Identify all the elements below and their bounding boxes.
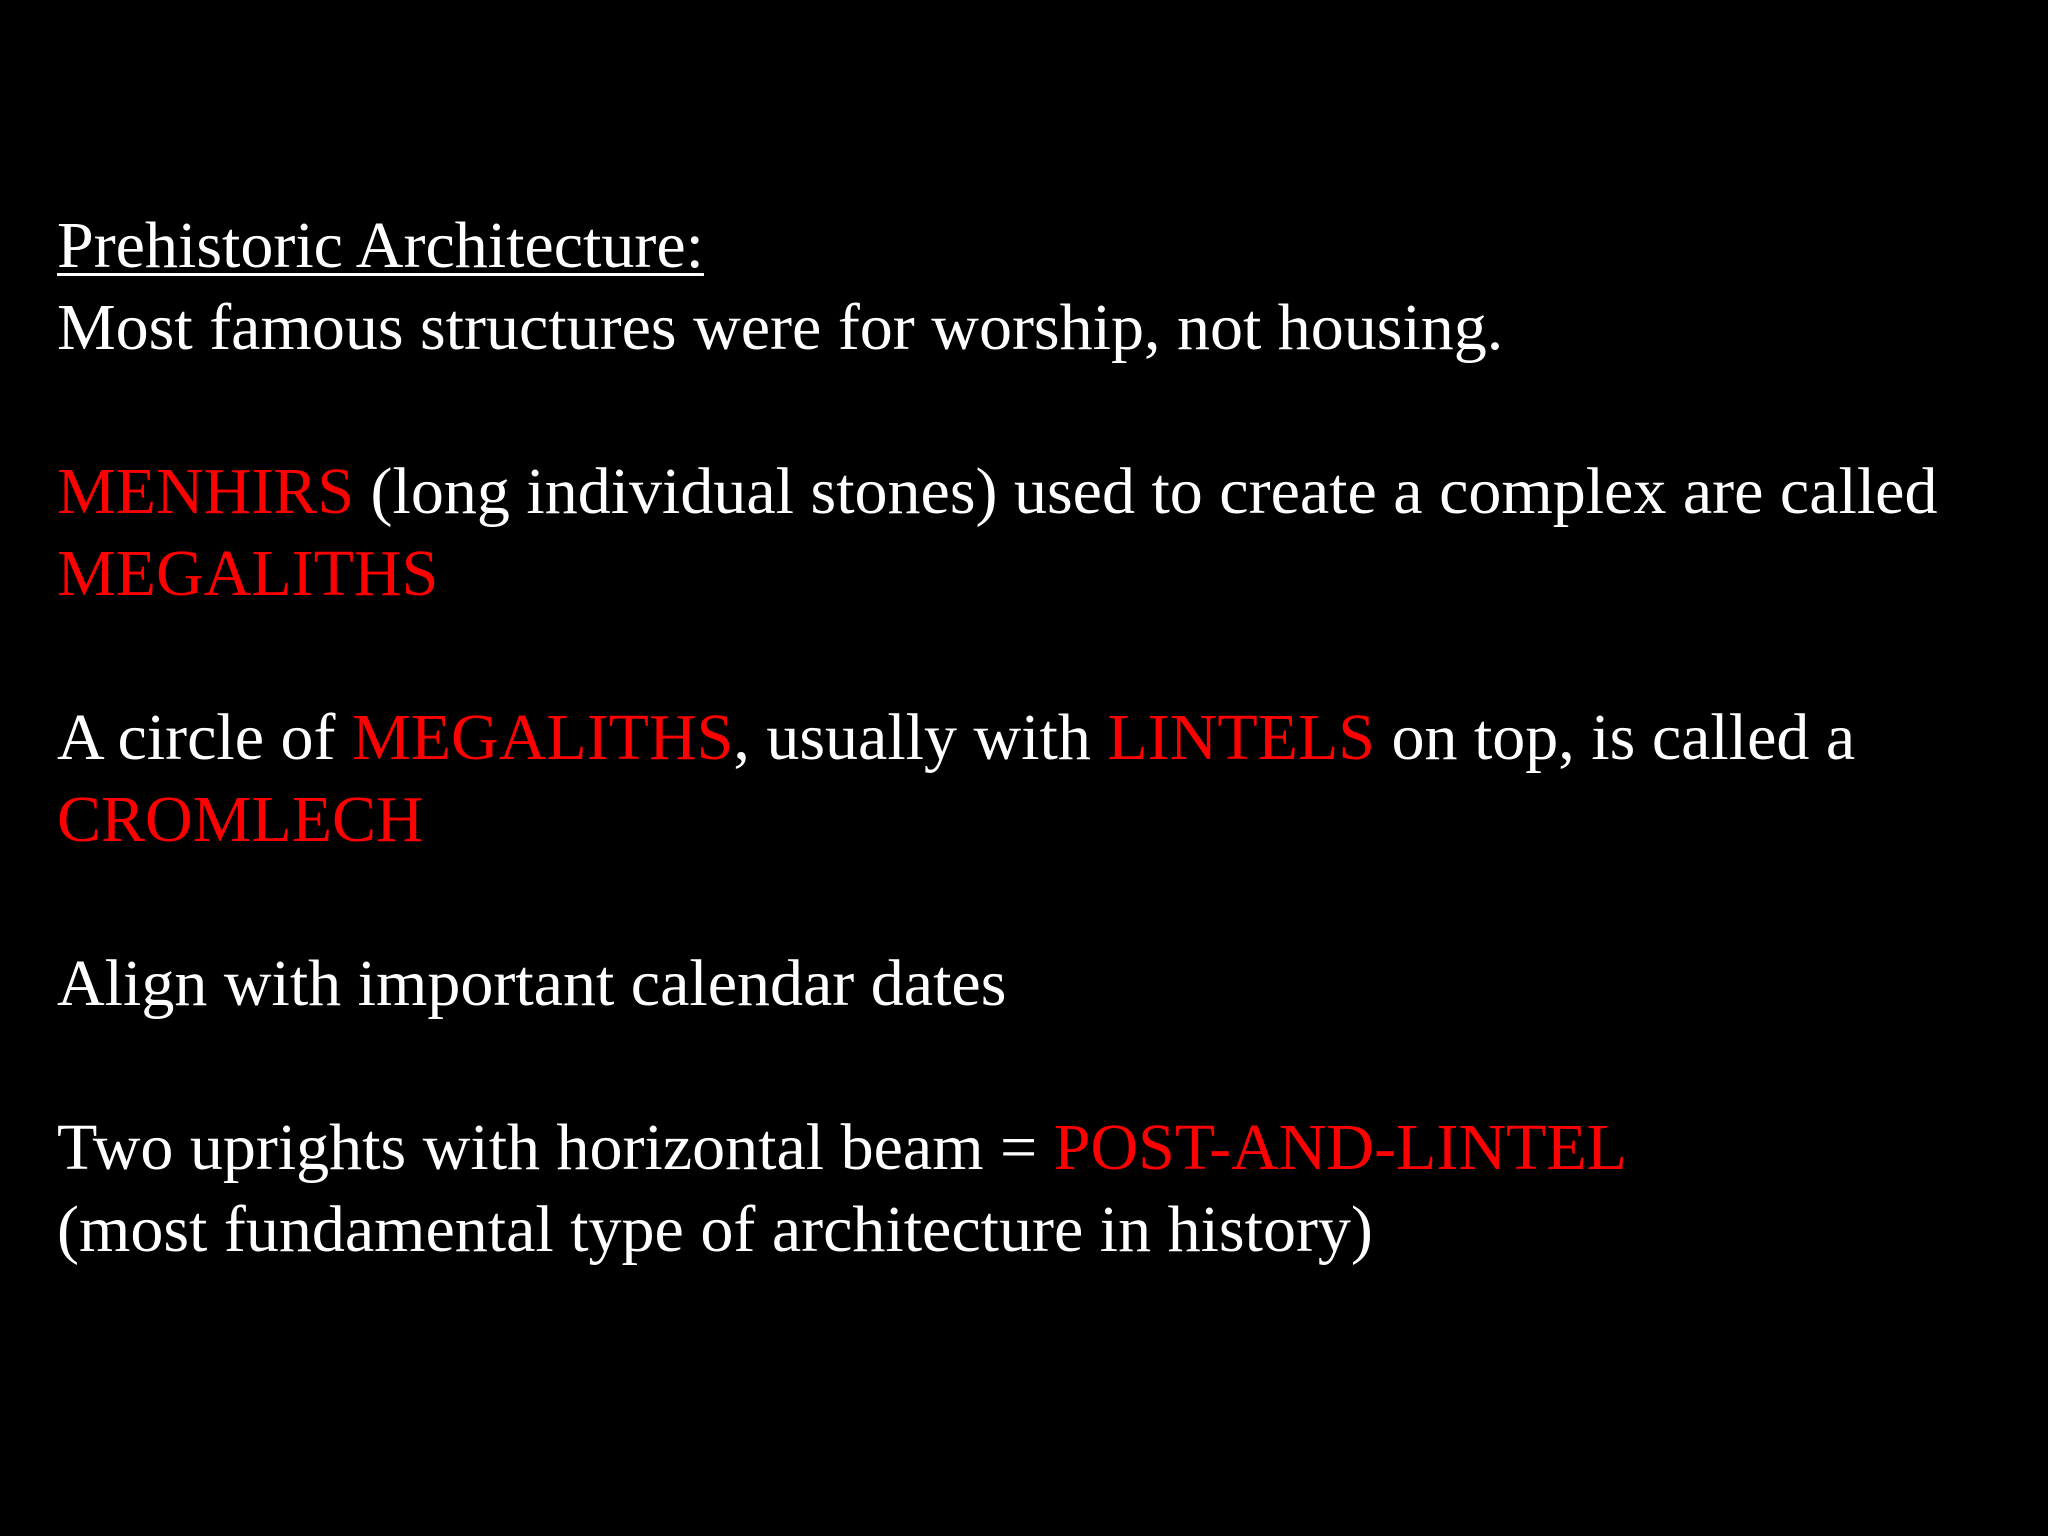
term-megaliths-2: MEGALITHS	[352, 701, 734, 774]
term-megaliths: MEGALITHS	[57, 537, 439, 610]
cromlech-middle: , usually with	[733, 701, 1108, 774]
spacer	[57, 861, 2037, 943]
menhirs-definition: (long individual stones) used to create a complex are called	[354, 455, 1938, 528]
intro-text: Most famous structures were for worship, not housing.	[57, 291, 1504, 364]
menhirs-line	[57, 451, 2037, 533]
term-menhirs: MENHIRS	[57, 455, 355, 528]
spacer	[57, 615, 2037, 697]
term-cromlech: CROMLECH	[57, 783, 424, 856]
cromlech-lead: A circle of	[57, 701, 353, 774]
post-note: (most fundamental type of architecture in history)	[57, 1193, 1373, 1266]
megaliths-line	[57, 533, 2037, 615]
term-post-and-lintel: POST-AND-LINTEL	[1053, 1111, 1627, 1184]
spacer	[57, 369, 2037, 451]
align-text: Align with important calendar dates	[57, 947, 1007, 1020]
spacer	[57, 1025, 2037, 1107]
slide-body	[57, 205, 2037, 1271]
cromlech-tail: on top, is called a	[1374, 701, 1856, 774]
term-lintels: LINTELS	[1107, 701, 1375, 774]
post-line	[57, 1107, 2037, 1189]
slide-heading: Prehistoric Architecture:	[57, 209, 704, 282]
post-lead: Two uprights with horizontal beam =	[57, 1111, 1054, 1184]
cromlech-line	[57, 697, 2037, 779]
cromlech-result-line	[57, 779, 2037, 861]
